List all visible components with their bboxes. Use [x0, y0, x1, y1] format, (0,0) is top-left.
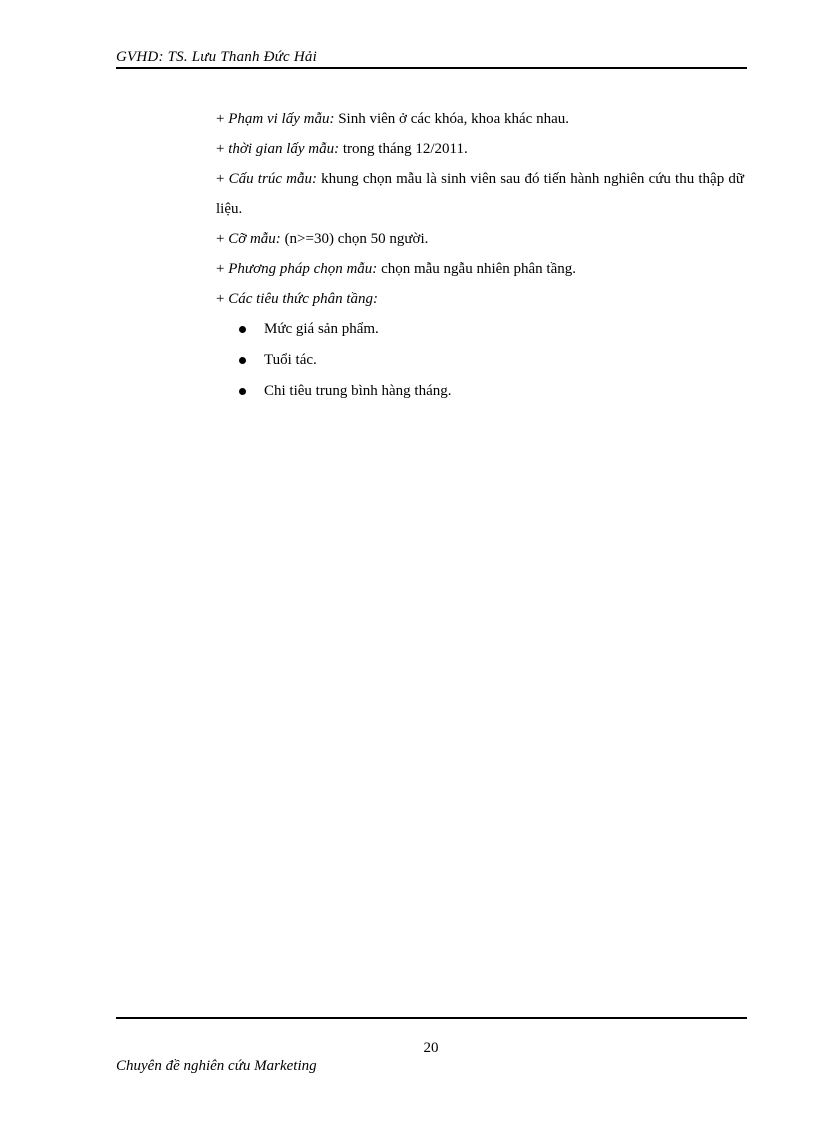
document-body	[216, 104, 744, 407]
bullet-icon	[239, 357, 246, 364]
item-prefix: +	[216, 231, 229, 247]
list-item	[216, 314, 744, 345]
item-label: Cỡ mẫu:	[228, 231, 281, 247]
item-label: Các tiêu thức phân tầng:	[228, 291, 379, 307]
list-item-text: Chi tiêu trung bình hàng tháng.	[264, 383, 452, 399]
paragraph-sampling-scope	[216, 104, 744, 134]
item-text: khung chọn mẫu là sinh viên sau đó tiến hành nghiên cứu thu thập dữ liệu.	[216, 171, 745, 217]
item-prefix: +	[216, 171, 229, 187]
criteria-list	[216, 314, 744, 407]
list-item	[216, 376, 744, 407]
item-prefix: +	[216, 111, 229, 127]
list-item-text: Mức giá sản phẩm.	[264, 321, 379, 337]
footer-divider	[116, 1017, 747, 1019]
paragraph-sample-structure	[216, 164, 744, 224]
item-prefix: +	[216, 291, 229, 307]
page-header: GVHD: TS. Lưu Thanh Đức Hải	[116, 49, 317, 65]
item-text: (n>=30) chọn 50 người.	[280, 231, 429, 247]
list-item	[216, 345, 744, 376]
bullet-icon	[239, 388, 246, 395]
paragraph-sample-size	[216, 224, 744, 254]
item-prefix: +	[216, 261, 229, 277]
item-prefix: +	[216, 141, 229, 157]
paragraph-stratification-criteria	[216, 284, 744, 314]
header-divider	[116, 67, 747, 69]
item-text: chọn mẫu ngẫu nhiên phân tầng.	[377, 261, 577, 277]
page-number: 20	[423, 1040, 439, 1056]
item-label: thời gian lấy mẫu:	[228, 141, 340, 157]
footer-title: Chuyên đề nghiên cứu Marketing	[116, 1058, 317, 1074]
item-label: Phương pháp chọn mẫu:	[228, 261, 378, 277]
paragraph-sampling-time	[216, 134, 744, 164]
item-label: Cấu trúc mẫu:	[228, 171, 317, 187]
paragraph-sampling-method	[216, 254, 744, 284]
item-text: Sinh viên ở các khóa, khoa khác nhau.	[334, 111, 569, 127]
item-text: trong tháng 12/2011.	[339, 141, 468, 157]
list-item-text: Tuổi tác.	[264, 352, 317, 368]
item-label: Phạm vi lấy mẫu:	[228, 111, 335, 127]
bullet-icon	[239, 326, 246, 333]
